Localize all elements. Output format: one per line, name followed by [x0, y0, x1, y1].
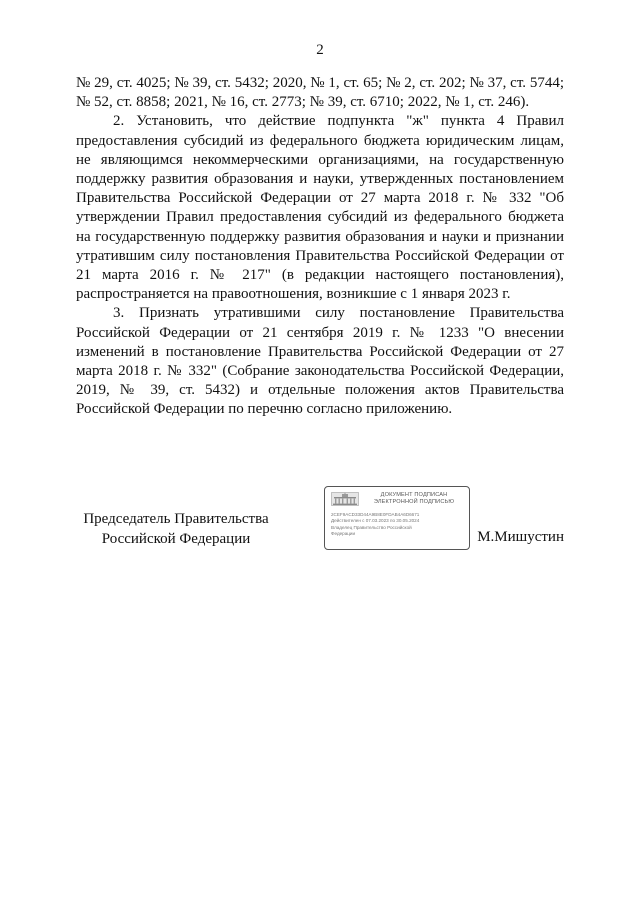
electronic-signature-stamp — [324, 486, 470, 550]
paragraph-item-2: 2. Установить, что действие подпункта "ж" пункта 4 Правил предоставления субсидий из федерального бюджета юридическим лицам, не являющимся некоммерческими организациями, на государственную поддержку развития образования и науки, утвержденных постановлением Правительства Российской Федерации от 27 марта 2018 г. № 332 "Об утверждении Правил предоставления субсидий из федерального бюджета на государственную поддержку развития образования и науки и признании утратившим силу постановления Правительства Российской Федерации от 21 марта 2016 г. № 217" (в редакции настоящего постановления), распространяется на правоотношения, возникшие с 1 января 2023 г. — [76, 113, 564, 303]
paragraph-continuation: № 29, ст. 4025; № 39, ст. 5432; 2020, № 1, ст. 65; № 2, ст. 202; № 37, ст. 5744; № 52, ст. 8858; 2021, № 16, ст. 2773; № 39, ст. 6710; 2022, № 1, ст. 246). — [76, 75, 564, 111]
signer-position-line-2: Российской Федерации — [101, 530, 251, 547]
stamp-header — [365, 492, 463, 505]
stamp-header-line-2: ЭЛЕКТРОННОЙ ПОДПИСЬЮ — [373, 498, 455, 505]
signer-position-line-1: Председатель Правительства — [83, 511, 269, 527]
stamp-owner-line-2: Федерации — [331, 531, 356, 537]
stamp-certificate: 2CEF9ACD33D44A9B8E0FDAB4A6D6671 — [331, 512, 420, 517]
paragraph-item-3: 3. Признать утратившими силу постановление Правительства Российской Федерации от 21 сентября 2019 г. № 1233 "О внесении изменений в постановление Правительства Российской Федерации от 27 марта 2018 г. № 332" (Собрание законодательства Российской Федерации, 2019, № 39, ст. 5432) и отдельные положения актов Правительства Российской Федерации по перечню согласно приложению. — [76, 305, 564, 418]
page-number: 2 — [316, 42, 324, 58]
government-building-icon — [331, 492, 359, 506]
stamp-header-line-1: ДОКУМЕНТ ПОДПИСАН — [380, 492, 448, 498]
stamp-validity: Действителен с 07.03.2023 по 30.05.2024 — [331, 518, 420, 524]
signature-block — [76, 486, 564, 556]
document-body — [76, 74, 564, 420]
stamp-owner-line-1: Владелец Правительство Российской — [331, 524, 412, 530]
signer-position — [76, 510, 276, 549]
signer-name: М.Мишустин — [477, 529, 564, 545]
